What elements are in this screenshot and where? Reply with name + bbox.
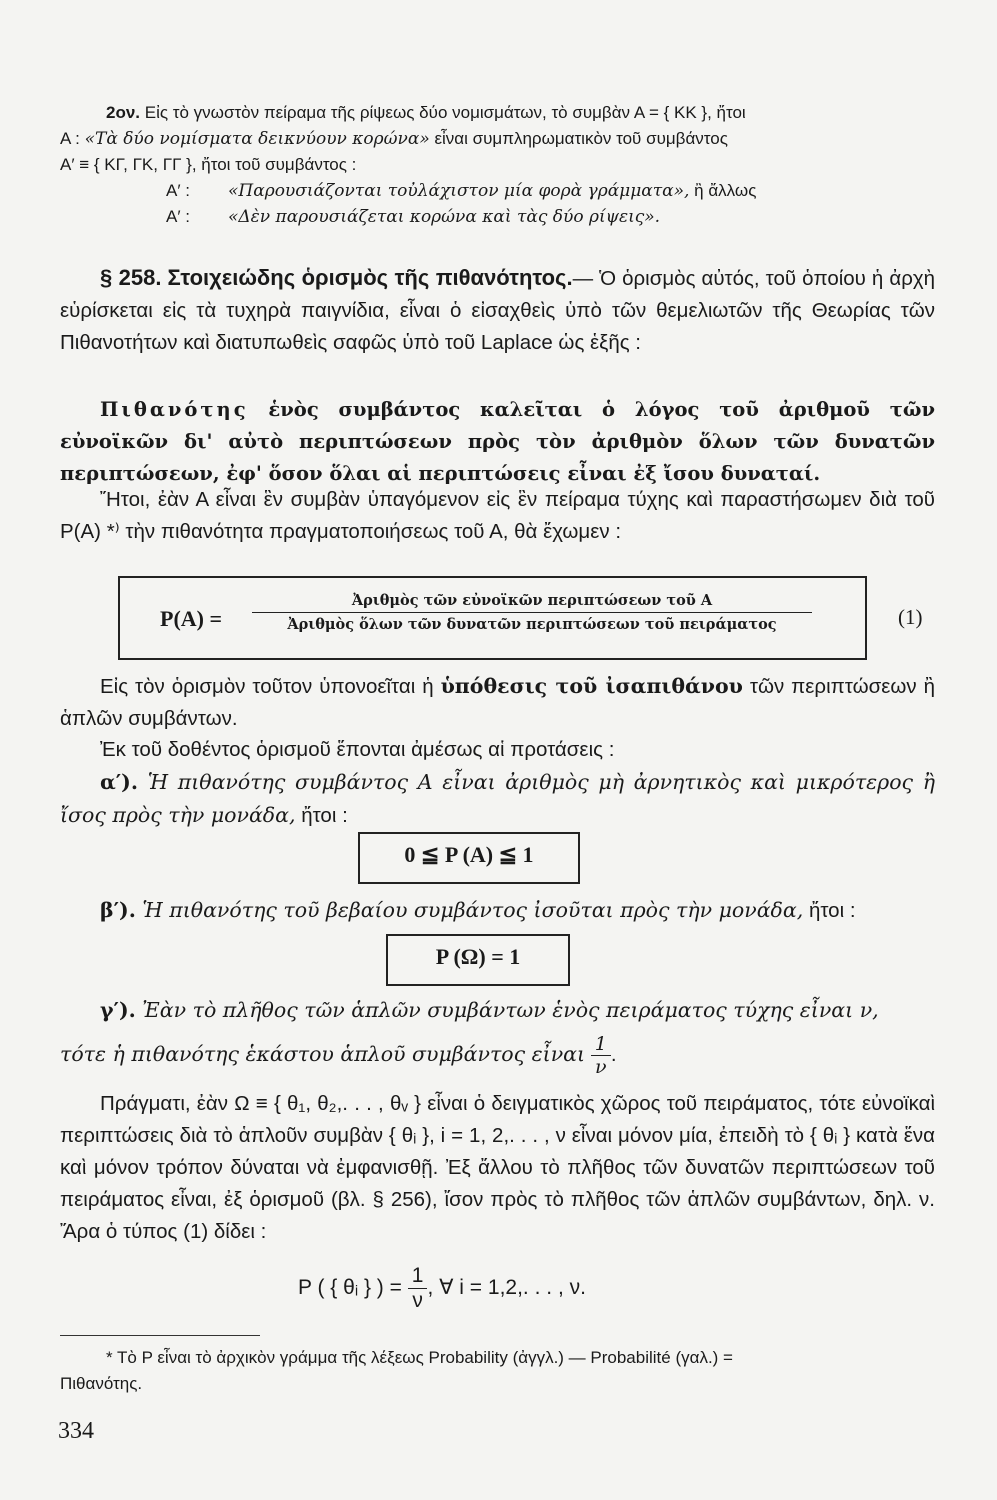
paragraph-proof: Πράγματι, ἐὰν Ω ≡ { θ₁, θ₂,. . . , θᵥ } εἶναι ὁ δειγματικὸς χῶρος τοῦ πειράματος, τότε εὐνοϊκαὶ περιπτώσεις διὰ τὸ ἁπλοῦν συμβὰν { θᵢ }, i = 1, 2,. . . , ν εἶναι μόνον μία, ἐπειδὴ τὸ { θᵢ } κατὰ ἕνα καὶ μόνον τρόπον δύναται νὰ ἐμφανισθῇ. Ἐξ ἄλλου τὸ πλῆθος τῶν δυνατῶν περιπτώσεων τοῦ πειράματος εἶναι, ἐξ ὁρισμοῦ (βλ. § 256), ἴσον πρὸς τὸ πλῆθος τῶν ἁπλῶν συμβάντων, δηλ. ν. Ἄρα ὁ τύπος (1) δίδει :: [60, 1092, 935, 1243]
proposition-c-label: γ′).: [100, 998, 136, 1022]
formula-final-fraction: $\frac{1}{\nu}$: [408, 1264, 428, 1313]
proposition-c-line2: τότε ἡ πιθανότης ἑκάστου ἁπλοῦ συμβάντος εἶναι $\frac{1}{\nu}$ .: [60, 1033, 617, 1078]
formula-a: 0 ≦ P (A) ≦ 1: [404, 842, 534, 867]
definition-text: ἑνὸς συμβάντος καλεῖται ὁ λόγος τοῦ ἀριθμοῦ τῶν εὐνοϊκῶν δι' αὐτὸ περιπτώσεων πρὸς τὸν ἀριθμὸν ὅλων τῶν δυνατῶν περιπτώσεων, ἐφ' ὅσον ὅλαι αἱ περιπτώσεις εἶναι ἐξ ἴσου δυναταί.: [60, 398, 935, 485]
formula-1: [160, 588, 860, 648]
formula-1-fraction: [252, 592, 812, 633]
proposition-c: [60, 994, 935, 1078]
proposition-a-label: α′).: [100, 770, 139, 794]
formula-1-numerator: Ἀριθμὸς τῶν εὐνοϊκῶν περιπτώσεων τοῦ Α: [252, 592, 812, 613]
page-number: 334: [58, 1418, 94, 1444]
section-intro: Ὁ ὁρισμὸς αὐτός, τοῦ ὁποίου ἡ ἀρχὴ εὑρίσκεται εἰς τὰ τυχηρὰ παιγνίδια, εἶναι ὁ εἰσαχθεὶς ὑπὸ τῶν θεμελιωτῶν τῆς Θεωρίας τῶν Πιθανοτήτων καὶ διατυπωθεὶς σαφῶς ὑπὸ τοῦ Laplace ὡς ἑξῆς :: [60, 267, 936, 354]
complement-definition-2: Α′ : «Δὲν παρουσιάζεται κορώνα καὶ τὰς δύο ρίψεις».: [166, 207, 661, 227]
equiprobable-hypothesis: ὑπόθεσις τοῦ ἰσαπιθάνου: [440, 674, 743, 698]
formula-b: P (Ω) = 1: [435, 944, 521, 969]
example-2: [60, 100, 935, 230]
proposition-c-line1: γ′). Ἐὰν τὸ πλῆθος τῶν ἁπλῶν συμβάντων ἑνὸς πειράματος τύχης εἶναι ν,: [100, 998, 879, 1022]
example-2-line2: Α : «Τὰ δύο νομίσματα δεικνύουν κορώνα» εἶναι συμπληρωματικὸν τοῦ συμβάντος: [60, 129, 728, 149]
footnote-rule: [60, 1335, 260, 1336]
definition-term: Πιθανότης: [100, 398, 249, 421]
footnote-line1: * Τὸ Ρ εἶναι τὸ ἀρχικὸν γράμμα τῆς λέξεως Probability (ἀγγλ.) — Probabilité (γαλ.) =: [106, 1348, 733, 1367]
fraction-one-over-n: $\frac{1}{\nu}$: [591, 1033, 611, 1078]
proposition-a: α′). Ἡ πιθανότης συμβάντος Α εἶναι ἀριθμὸς μὴ ἀρνητικὸς καὶ μικρότερος ἢ ἴσος πρὸς τὴν μονάδα, ἤτοι :: [60, 770, 935, 827]
formula-1-lhs: P(A) =: [160, 606, 223, 631]
paragraph-consequences: Ἐκ τοῦ δοθέντος ὁρισμοῦ ἕπονται ἀμέσως αἱ προτάσεις :: [100, 738, 615, 761]
section-title: Στοιχειώδης ὁρισμὸς τῆς πιθανότητος.: [167, 265, 573, 290]
footnote: [60, 1345, 935, 1397]
formula-final: P ( { θᵢ } ) = $\frac{1}{\nu}$ , ∀ i = 1,2,. . . , ν.: [298, 1264, 586, 1312]
proposition-b-label: β′).: [100, 898, 136, 922]
example-2-line1: 2ον. Εἰς τὸ γνωστὸν πείραμα τῆς ρίψεως δύο νομισμάτων, τὸ συμβὰν Α = { ΚΚ }, ἤτοι: [106, 103, 746, 122]
complement-definition-1: Α′ : «Παρουσιάζονται τοὐλάχιστον μία φορὰ γράμματα», ἢ ἄλλως: [166, 181, 757, 201]
example-2-line3: Α′ ≡ { ΚΓ, ΓΚ, ΓΓ }, ἤτοι τοῦ συμβάντος :: [60, 155, 357, 174]
proposition-b: β′). Ἡ πιθανότης τοῦ βεβαίου συμβάντος ἰσοῦται πρὸς τὴν μονάδα, ἤτοι :: [100, 898, 856, 922]
section-number: § 258.: [100, 265, 162, 290]
example-label: 2ον.: [106, 103, 141, 122]
footnote-line2: Πιθανότης.: [60, 1374, 143, 1393]
section-258: § 258. Στοιχειώδης ὁρισμὸς τῆς πιθανότητος.— Ὁ ὁρισμὸς αὐτός, τοῦ ὁποίου ἡ ἀρχὴ εὑρίσκεται εἰς τὰ τυχηρὰ παιγνίδια, εἶναι ὁ εἰσαχθεὶς ὑπὸ τῶν θεμελιωτῶν τῆς Θεωρίας τῶν Πιθανοτήτων καὶ διατυπωθεὶς σαφῶς ὑπὸ τοῦ Laplace ὡς ἑξῆς :: [60, 265, 936, 354]
formula-1-tag: (1): [898, 605, 923, 629]
formula-1-denominator: Ἀριθμὸς ὅλων τῶν δυνατῶν περιπτώσεων τοῦ πειράματος: [287, 616, 777, 633]
paragraph-notation: Ἤτοι, ἐὰν Α εἶναι ἓν συμβὰν ὑπαγόμενον εἰς ἓν πείραμα τύχης καὶ παραστήσωμεν διὰ τοῦ Ρ(Α) *⁾ τὴν πιθανότητα πραγματοποιήσεως τοῦ Α, θὰ ἔχωμεν :: [60, 488, 935, 543]
probability-definition: [60, 394, 935, 490]
paragraph-equiprobable: Εἰς τὸν ὁρισμὸν τοῦτον ὑπονοεῖται ἡ ὑπόθεσις τοῦ ἰσαπιθάνου τῶν περιπτώσεων ἢ ἁπλῶν συμβάντων.: [60, 674, 935, 730]
